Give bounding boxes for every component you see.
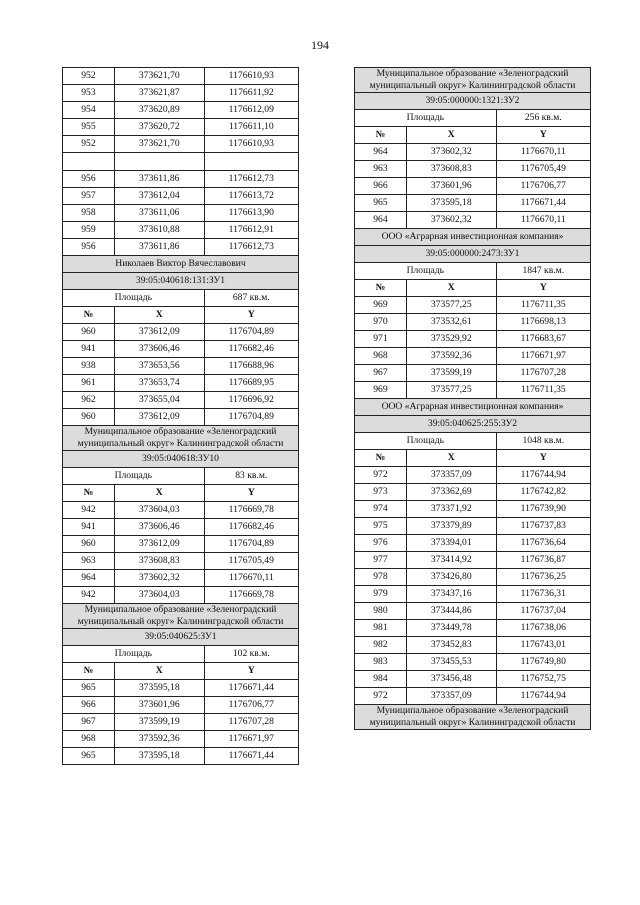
- table-row: [63, 136, 299, 153]
- coord-y: 1176737,04: [496, 603, 590, 620]
- cadastral-row: [63, 451, 299, 468]
- area-label: Площадь: [63, 646, 205, 663]
- coord-y: 1176611,92: [204, 85, 298, 102]
- column-header-row: [63, 307, 299, 324]
- coord-y: 1176613,90: [204, 205, 298, 222]
- owner-row: [355, 229, 591, 246]
- coord-y: 1176696,92: [204, 392, 298, 409]
- coord-y: 1176682,46: [204, 519, 298, 536]
- coord-y: 1176736,87: [496, 552, 590, 569]
- cadastral-row: [63, 629, 299, 646]
- coord-y: 1176612,09: [204, 102, 298, 119]
- table-row: [63, 239, 299, 256]
- area-label: Площадь: [355, 433, 497, 450]
- point-number: 980: [355, 603, 407, 620]
- coord-x: 373601,96: [406, 178, 496, 195]
- coord-x: 373620,89: [114, 102, 204, 119]
- owner-row: [63, 256, 299, 273]
- coord-y: 1176670,11: [496, 212, 590, 229]
- table-row: [355, 637, 591, 654]
- coord-y: 1176671,44: [204, 680, 298, 697]
- owner-name: Муниципальное образование «Зеленоградский муниципальный округ» Калининградской области: [355, 705, 591, 730]
- point-number: 941: [63, 341, 115, 358]
- coord-x: 373602,32: [406, 212, 496, 229]
- coord-x: 373529,92: [406, 331, 496, 348]
- coord-x: 373621,70: [114, 68, 204, 85]
- point-number: 963: [63, 553, 115, 570]
- header-x: X: [406, 450, 496, 467]
- table-row: [63, 519, 299, 536]
- header-number: №: [63, 307, 115, 324]
- coord-y: 1176705,49: [204, 553, 298, 570]
- point-number: 968: [355, 348, 407, 365]
- header-number: №: [355, 127, 407, 144]
- area-value: 1847 кв.м.: [496, 263, 590, 280]
- coord-y: 1176689,95: [204, 375, 298, 392]
- table-row: [355, 484, 591, 501]
- column-header-row: [355, 450, 591, 467]
- table-row: [63, 409, 299, 426]
- header-y: Y: [496, 450, 590, 467]
- point-number: 981: [355, 620, 407, 637]
- table-row: [355, 144, 591, 161]
- point-number: 973: [355, 484, 407, 501]
- table-row: [63, 119, 299, 136]
- coord-y: 1176739,90: [496, 501, 590, 518]
- table-row: [355, 671, 591, 688]
- coord-x: 373437,16: [406, 586, 496, 603]
- point-number: 954: [63, 102, 115, 119]
- owner-row: [355, 705, 591, 730]
- coord-y: 1176743,01: [496, 637, 590, 654]
- coord-x: 373426,80: [406, 569, 496, 586]
- coord-x: 373532,61: [406, 314, 496, 331]
- coord-x: 373357,09: [406, 467, 496, 484]
- coord-x: 373602,32: [406, 144, 496, 161]
- coord-y: 1176610,93: [204, 136, 298, 153]
- owner-row: [63, 604, 299, 629]
- point-number: 965: [63, 748, 115, 765]
- table-row: [63, 748, 299, 765]
- table-row: [63, 102, 299, 119]
- owner-name: Муниципальное образование «Зеленоградский муниципальный округ» Калининградской области: [63, 426, 299, 451]
- table-row: [63, 205, 299, 222]
- point-number: 942: [63, 502, 115, 519]
- coord-x: 373394,01: [406, 535, 496, 552]
- point-number: 968: [63, 731, 115, 748]
- point-number: 953: [63, 85, 115, 102]
- coord-y: 1176707,28: [204, 714, 298, 731]
- right-column: [354, 67, 591, 730]
- point-number: 952: [63, 136, 115, 153]
- coord-x: 373604,03: [114, 502, 204, 519]
- area-row: [63, 290, 299, 307]
- coord-y: 1176738,06: [496, 620, 590, 637]
- table-row: [63, 392, 299, 409]
- point-number: 966: [63, 697, 115, 714]
- coord-y: 1176744,94: [496, 467, 590, 484]
- header-number: №: [63, 485, 115, 502]
- point-number: 960: [63, 409, 115, 426]
- coord-x: 373456,48: [406, 671, 496, 688]
- area-row: [355, 110, 591, 127]
- point-number: 955: [63, 119, 115, 136]
- coord-y: 1176744,94: [496, 688, 590, 705]
- column-header-row: [63, 485, 299, 502]
- area-label: Площадь: [63, 290, 205, 307]
- point-number: 976: [355, 535, 407, 552]
- area-row: [355, 263, 591, 280]
- table-row: [63, 324, 299, 341]
- coord-y: 1176736,25: [496, 569, 590, 586]
- owner-name: ООО «Аграрная инвестиционная компания»: [355, 229, 591, 246]
- point-number: 972: [355, 467, 407, 484]
- table-row: [63, 188, 299, 205]
- coord-y: 1176671,44: [496, 195, 590, 212]
- coord-x: 373602,32: [114, 570, 204, 587]
- point-number: 969: [355, 382, 407, 399]
- header-x: X: [114, 485, 204, 502]
- point-number: 965: [63, 680, 115, 697]
- coord-y: 1176671,97: [204, 731, 298, 748]
- header-y: Y: [204, 307, 298, 324]
- coord-y: 1176612,73: [204, 239, 298, 256]
- table-row: [63, 731, 299, 748]
- coord-y: 1176682,46: [204, 341, 298, 358]
- table-row: [63, 341, 299, 358]
- coord-y: 1176670,11: [496, 144, 590, 161]
- header-y: Y: [496, 127, 590, 144]
- point-number: 958: [63, 205, 115, 222]
- table-row: [355, 569, 591, 586]
- coord-x: 373577,25: [406, 297, 496, 314]
- table-row: [355, 620, 591, 637]
- coord-y: 1176711,35: [496, 382, 590, 399]
- coord-y: 1176704,89: [204, 324, 298, 341]
- table-row: [63, 536, 299, 553]
- area-row: [355, 433, 591, 450]
- coord-y: 1176671,97: [496, 348, 590, 365]
- point-number: 952: [63, 68, 115, 85]
- point-number: 982: [355, 637, 407, 654]
- point-number: 957: [63, 188, 115, 205]
- coordinates-table: [62, 67, 299, 765]
- coord-x: 373577,25: [406, 382, 496, 399]
- owner-row: [355, 68, 591, 93]
- cadastral-number: 39:05:000000:2473:ЗУ1: [355, 246, 591, 263]
- cadastral-number: 39:05:040618:ЗУ10: [63, 451, 299, 468]
- coord-y: [204, 153, 298, 171]
- table-row: [63, 680, 299, 697]
- coord-y: 1176705,49: [496, 161, 590, 178]
- header-y: Y: [204, 663, 298, 680]
- table-row: [355, 654, 591, 671]
- point-number: 960: [63, 324, 115, 341]
- point-number: 963: [355, 161, 407, 178]
- header-number: №: [355, 280, 407, 297]
- area-label: Площадь: [355, 110, 497, 127]
- point-number: 978: [355, 569, 407, 586]
- coord-y: 1176612,73: [204, 171, 298, 188]
- area-value: 1048 кв.м.: [496, 433, 590, 450]
- header-y: Y: [496, 280, 590, 297]
- table-row: [63, 587, 299, 604]
- area-value: 256 кв.м.: [496, 110, 590, 127]
- coord-y: 1176704,89: [204, 536, 298, 553]
- cadastral-row: [355, 246, 591, 263]
- coord-y: 1176711,35: [496, 297, 590, 314]
- table-row: [63, 714, 299, 731]
- point-number: 962: [63, 392, 115, 409]
- coord-y: 1176670,11: [204, 570, 298, 587]
- point-number: 942: [63, 587, 115, 604]
- owner-name: Муниципальное образование «Зеленоградский муниципальный округ» Калининградской области: [63, 604, 299, 629]
- header-x: X: [114, 663, 204, 680]
- table-row: [63, 697, 299, 714]
- coord-x: 373449,78: [406, 620, 496, 637]
- coord-y: 1176671,44: [204, 748, 298, 765]
- area-label: Площадь: [355, 263, 497, 280]
- point-number: 956: [63, 239, 115, 256]
- coord-x: 373595,18: [114, 748, 204, 765]
- table-row: [63, 153, 299, 171]
- point-number: 975: [355, 518, 407, 535]
- header-x: X: [406, 127, 496, 144]
- coord-x: 373455,53: [406, 654, 496, 671]
- coord-x: 373612,09: [114, 536, 204, 553]
- area-row: [63, 646, 299, 663]
- coord-x: 373611,86: [114, 239, 204, 256]
- coord-x: 373608,83: [406, 161, 496, 178]
- coord-x: 373414,92: [406, 552, 496, 569]
- point-number: 971: [355, 331, 407, 348]
- coord-y: 1176742,82: [496, 484, 590, 501]
- coord-y: 1176611,10: [204, 119, 298, 136]
- coord-y: 1176706,77: [204, 697, 298, 714]
- table-row: [355, 535, 591, 552]
- cadastral-row: [355, 416, 591, 433]
- cadastral-row: [355, 93, 591, 110]
- table-row: [63, 570, 299, 587]
- header-x: X: [114, 307, 204, 324]
- point-number: 964: [355, 144, 407, 161]
- coord-x: 373621,70: [114, 136, 204, 153]
- coord-y: 1176669,78: [204, 502, 298, 519]
- table-row: [355, 501, 591, 518]
- coord-x: 373595,18: [406, 195, 496, 212]
- coord-y: 1176669,78: [204, 587, 298, 604]
- coord-x: 373612,09: [114, 409, 204, 426]
- table-row: [355, 297, 591, 314]
- table-row: [63, 358, 299, 375]
- coord-y: 1176683,67: [496, 331, 590, 348]
- coord-x: 373379,89: [406, 518, 496, 535]
- coord-x: 373444,86: [406, 603, 496, 620]
- coord-y: 1176613,72: [204, 188, 298, 205]
- coord-x: 373595,18: [114, 680, 204, 697]
- coord-x: 373592,36: [114, 731, 204, 748]
- coord-y: 1176737,83: [496, 518, 590, 535]
- page-number: 194: [311, 38, 329, 52]
- owner-name: ООО «Аграрная инвестиционная компания»: [355, 399, 591, 416]
- table-row: [355, 552, 591, 569]
- owner-name: Николаев Виктор Вячеславович: [63, 256, 299, 273]
- left-column: [62, 67, 299, 765]
- point-number: 960: [63, 536, 115, 553]
- point-number: 964: [63, 570, 115, 587]
- table-row: [355, 688, 591, 705]
- column-header-row: [355, 127, 591, 144]
- table-row: [355, 178, 591, 195]
- owner-name: Муниципальное образование «Зеленоградский муниципальный округ» Калининградской области: [355, 68, 591, 93]
- area-label: Площадь: [63, 468, 205, 485]
- coord-y: 1176610,93: [204, 68, 298, 85]
- coord-x: 373653,56: [114, 358, 204, 375]
- point-number: 979: [355, 586, 407, 603]
- cadastral-number: 39:05:040625:ЗУ1: [63, 629, 299, 646]
- point-number: 959: [63, 222, 115, 239]
- coord-y: 1176612,91: [204, 222, 298, 239]
- owner-row: [355, 399, 591, 416]
- coord-x: 373608,83: [114, 553, 204, 570]
- table-row: [355, 161, 591, 178]
- coord-y: 1176698,13: [496, 314, 590, 331]
- coord-x: 373604,03: [114, 587, 204, 604]
- table-row: [63, 171, 299, 188]
- table-row: [355, 348, 591, 365]
- coord-x: 373599,19: [406, 365, 496, 382]
- point-number: 941: [63, 519, 115, 536]
- point-number: 964: [355, 212, 407, 229]
- coord-y: 1176736,64: [496, 535, 590, 552]
- table-row: [63, 85, 299, 102]
- point-number: 974: [355, 501, 407, 518]
- coord-x: 373592,36: [406, 348, 496, 365]
- table-row: [355, 467, 591, 484]
- coord-x: 373655,04: [114, 392, 204, 409]
- coord-y: 1176704,89: [204, 409, 298, 426]
- point-number: 967: [355, 365, 407, 382]
- coord-x: 373606,46: [114, 341, 204, 358]
- column-header-row: [63, 663, 299, 680]
- point-number: 969: [355, 297, 407, 314]
- point-number: 984: [355, 671, 407, 688]
- table-row: [63, 68, 299, 85]
- area-value: 102 кв.м.: [204, 646, 298, 663]
- point-number: 977: [355, 552, 407, 569]
- coord-y: 1176706,77: [496, 178, 590, 195]
- table-row: [355, 314, 591, 331]
- point-number: [63, 153, 115, 171]
- point-number: 956: [63, 171, 115, 188]
- coord-x: 373621,87: [114, 85, 204, 102]
- point-number: 966: [355, 178, 407, 195]
- table-row: [355, 603, 591, 620]
- area-value: 687 кв.м.: [204, 290, 298, 307]
- table-row: [63, 502, 299, 519]
- coord-y: 1176736,31: [496, 586, 590, 603]
- coord-x: 373611,86: [114, 171, 204, 188]
- cadastral-number: 39:05:040618:131:ЗУ1: [63, 273, 299, 290]
- point-number: 972: [355, 688, 407, 705]
- cadastral-number: 39:05:000000:1321:ЗУ2: [355, 93, 591, 110]
- coord-y: 1176688,96: [204, 358, 298, 375]
- coord-x: 373620,72: [114, 119, 204, 136]
- table-row: [355, 518, 591, 535]
- point-number: 961: [63, 375, 115, 392]
- coord-x: 373610,88: [114, 222, 204, 239]
- coord-x: 373606,46: [114, 519, 204, 536]
- coord-y: 1176707,28: [496, 365, 590, 382]
- table-row: [63, 553, 299, 570]
- point-number: 938: [63, 358, 115, 375]
- table-row: [355, 365, 591, 382]
- header-number: №: [63, 663, 115, 680]
- coord-x: 373601,96: [114, 697, 204, 714]
- header-number: №: [355, 450, 407, 467]
- coord-x: 373362,69: [406, 484, 496, 501]
- header-x: X: [406, 280, 496, 297]
- coord-x: [114, 153, 204, 171]
- point-number: 983: [355, 654, 407, 671]
- coord-y: 1176749,80: [496, 654, 590, 671]
- coord-x: 373452,83: [406, 637, 496, 654]
- owner-row: [63, 426, 299, 451]
- coord-x: 373612,04: [114, 188, 204, 205]
- cadastral-number: 39:05:040625:255:ЗУ2: [355, 416, 591, 433]
- coord-x: 373371,92: [406, 501, 496, 518]
- header-y: Y: [204, 485, 298, 502]
- column-header-row: [355, 280, 591, 297]
- coord-x: 373653,74: [114, 375, 204, 392]
- area-row: [63, 468, 299, 485]
- coord-x: 373611,06: [114, 205, 204, 222]
- table-row: [355, 382, 591, 399]
- point-number: 970: [355, 314, 407, 331]
- coord-x: 373357,09: [406, 688, 496, 705]
- table-row: [63, 375, 299, 392]
- table-row: [63, 222, 299, 239]
- coord-y: 1176752,75: [496, 671, 590, 688]
- table-row: [355, 195, 591, 212]
- coordinates-table: [354, 67, 591, 730]
- cadastral-row: [63, 273, 299, 290]
- coord-x: 373612,09: [114, 324, 204, 341]
- area-value: 83 кв.м.: [204, 468, 298, 485]
- table-row: [355, 212, 591, 229]
- point-number: 967: [63, 714, 115, 731]
- coord-x: 373599,19: [114, 714, 204, 731]
- table-row: [355, 586, 591, 603]
- table-row: [355, 331, 591, 348]
- point-number: 965: [355, 195, 407, 212]
